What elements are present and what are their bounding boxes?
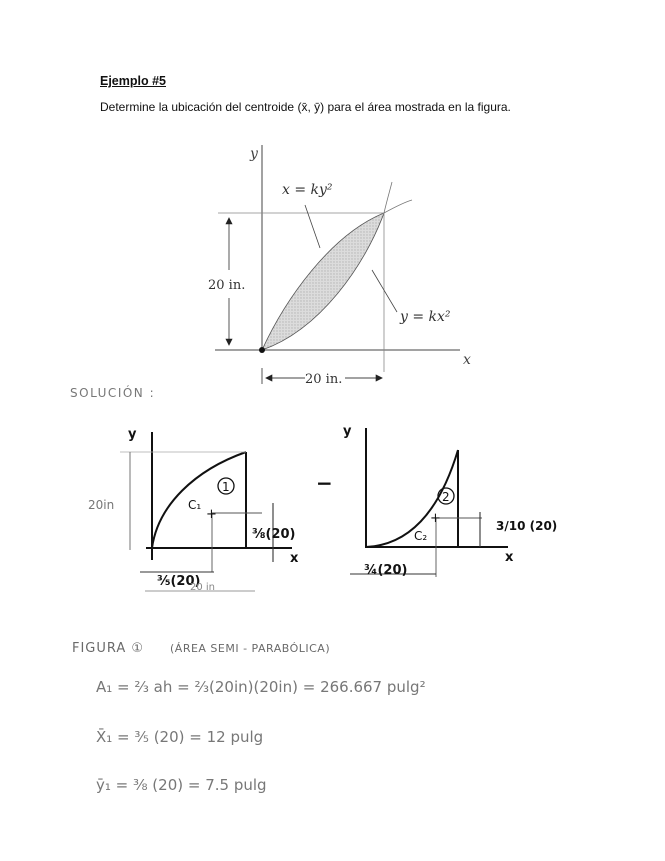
- curve-lower-extension: [384, 182, 392, 213]
- figure-height-label: 20 in.: [208, 278, 246, 293]
- fig1-xbar-label: ⅗(20): [157, 574, 201, 589]
- solution-title: SOLUCIÓN :: [70, 386, 156, 400]
- curve-upper-extension: [384, 200, 412, 213]
- ybar-equation: ȳ₁ = ⅜ (20) = 7.5 pulg: [96, 776, 267, 794]
- fig1-centroid-plus: +: [206, 507, 217, 522]
- problem-figure: [208, 145, 471, 387]
- area-equation: A₁ = ⅔ ah = ⅔(20in)(20in) = 266.667 pulg²: [96, 678, 426, 696]
- leader-lower: [372, 270, 397, 312]
- figura-description: (ÁREA SEMI - PARABÓLICA): [170, 642, 331, 655]
- fig2-badge: 2: [442, 490, 450, 504]
- minus-sign: −: [316, 471, 333, 495]
- shaded-area: [262, 213, 384, 350]
- handwritten-work: [72, 641, 426, 794]
- problem-statement: Determine la ubicación del centroide (x̄, ȳ) para el área mostrada en la figura.: [100, 100, 511, 114]
- fig1-badge: 1: [222, 480, 230, 494]
- xbar-equation: X̄₁ = ⅗ (20) = 12 pulg: [96, 728, 264, 746]
- figure-width-label: 20 in.: [305, 372, 343, 387]
- figura-label: FIGURA ①: [72, 641, 145, 656]
- figure-y-label: y: [250, 146, 258, 162]
- fig1-ybar-label: ⅜(20): [252, 527, 296, 542]
- fig2-centroid-label: C₂: [414, 529, 428, 543]
- fig1-y-label: y: [128, 427, 137, 442]
- fig1-x-label: x: [290, 551, 299, 566]
- fig2-ybar-label: 3/10 (20): [496, 519, 558, 533]
- fig2-x-label: x: [505, 550, 514, 565]
- example-heading: Ejemplo #5: [100, 74, 166, 88]
- fig1-centroid-label: C₁: [188, 498, 202, 512]
- solution-figure-1: [120, 432, 292, 591]
- curve-lower-label: y = kx²: [400, 309, 451, 325]
- leader-upper: [305, 205, 320, 248]
- solution-figure-2: [350, 428, 508, 577]
- curve-upper-label: x = ky²: [282, 182, 333, 198]
- fig2-xbar-label: ¾(20): [364, 563, 408, 578]
- figure-x-label: x: [463, 352, 471, 368]
- fig2-centroid-plus: +: [430, 511, 441, 526]
- fig1-height-label: 20in: [88, 498, 115, 512]
- origin-point: [259, 347, 265, 353]
- fig1-width-label: 20 in: [190, 582, 216, 593]
- fig2-y-label: y: [343, 424, 352, 439]
